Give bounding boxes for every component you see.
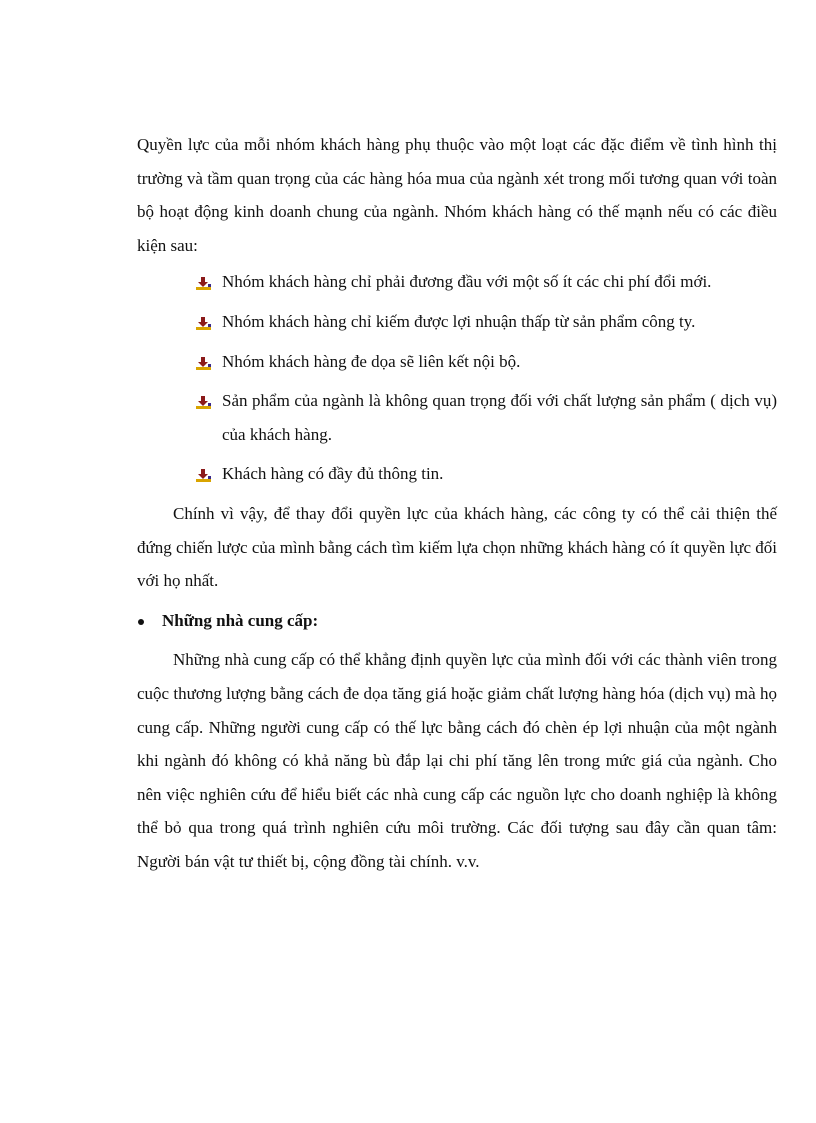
condition-text: Sản phẩm của ngành là không quan trọng đối với chất lượng sản phẩm ( dịch vụ) của khách hàng. [222, 391, 777, 444]
intro-paragraph: Quyền lực của mỗi nhóm khách hàng phụ thuộc vào một loạt các đặc điểm về tình hình thị trường và tầm quan trọng của các hàng hóa mua của ngành xét trong mối tương quan với toàn bộ hoạt động kinh doanh chung của ngành. Nhóm khách hàng có thế mạnh nếu có các điều kiện sau: [137, 135, 777, 255]
condition-text: Nhóm khách hàng đe dọa sẽ liên kết nội bộ. [222, 351, 521, 371]
condition-text: Nhóm khách hàng chỉ kiếm được lợi nhuận thấp từ sản phẩm công ty. [222, 311, 696, 331]
bullet-dot-icon [138, 619, 144, 625]
section-heading [137, 604, 777, 638]
list-item [196, 384, 777, 451]
arrow-bullet-icon [196, 469, 211, 482]
section-heading-text: Những nhà cung cấp: [162, 610, 319, 630]
condition-text: Nhóm khách hàng chỉ phải đương đầu với một số ít các chi phí đổi mới. [222, 272, 712, 292]
condition-text: Khách hàng có đầy đủ thông tin. [222, 464, 444, 484]
list-item [196, 345, 777, 379]
conclusion-paragraph: Chính vì vậy, để thay đổi quyền lực của khách hàng, các công ty có thể cải thiện thế đứng chiến lược của mình bằng cách tìm kiếm lựa chọn những khách hàng có ít quyền lực đối với họ nhất. [137, 503, 777, 591]
arrow-bullet-icon [196, 396, 211, 409]
list-item [196, 457, 777, 491]
list-item [196, 305, 777, 339]
document-page [137, 128, 777, 878]
list-item [196, 265, 777, 299]
arrow-bullet-icon [196, 357, 211, 370]
conditions-list [137, 265, 777, 491]
arrow-bullet-icon [196, 277, 211, 290]
supplier-paragraph: Những nhà cung cấp có thể khẳng định quyền lực của mình đối với các thành viên trong cuộc thương lượng bằng cách đe dọa tăng giá hoặc giảm chất lượng hàng hóa (dịch vụ) mà họ cung cấp. Những người cung cấp có thế lực bằng cách đó chèn ép lợi nhuận của một ngành khi ngành đó không có khả năng bù đắp lại chi phí tăng lên trong mức giá của ngành. Cho nên việc nghiên cứu để hiểu biết các nhà cung cấp các nguồn lực cho doanh nghiệp là không thể bỏ qua trong quá trình nghiên cứu môi trường. Các đối tượng sau đây cần quan tâm: Người bán vật tư thiết bị, cộng đồng tài chính. v.v. [137, 650, 777, 871]
arrow-bullet-icon [196, 317, 211, 330]
